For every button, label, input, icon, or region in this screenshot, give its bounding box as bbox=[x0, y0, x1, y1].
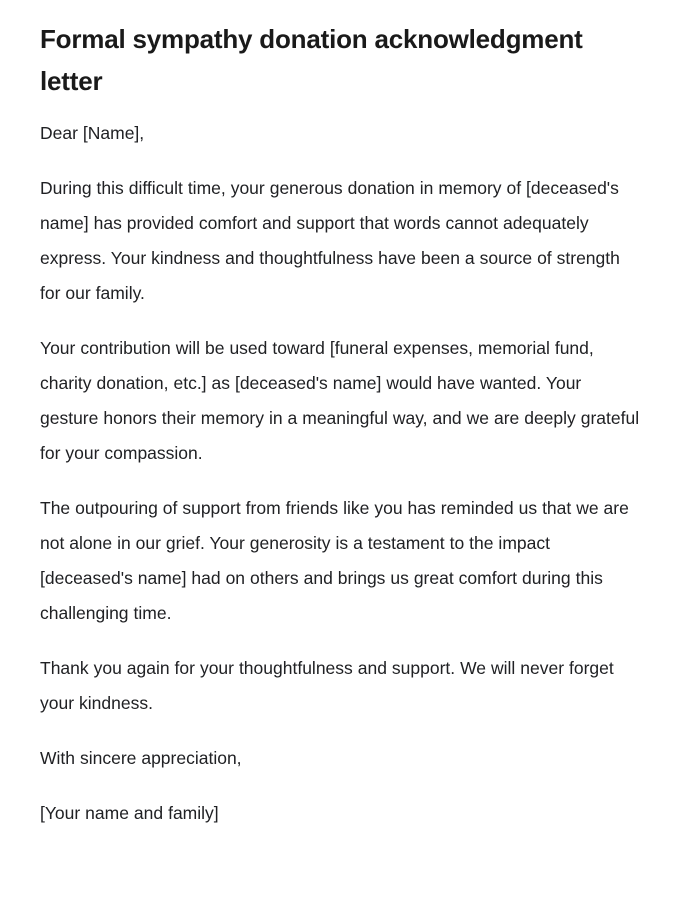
contribution-use-paragraph: Your contribution will be used toward [funeral expenses, memorial fund, charity donation, etc.] as [deceased's name] would have wanted. Your gesture honors their memory in a meaningful way, and we are deeply grateful for your compassion. bbox=[40, 338, 640, 463]
signature-paragraph: [Your name and family] bbox=[40, 803, 219, 823]
page-title: Formal sympathy donation acknowledgment letter bbox=[40, 24, 583, 96]
salutation-paragraph: Dear [Name], bbox=[40, 123, 145, 143]
opening-gratitude-paragraph: During this difficult time, your generous donation in memory of [deceased's name] has provided comfort and support that words cannot adequately express. Your kindness and thoughtfulness have been a source of strength for our family. bbox=[40, 178, 620, 303]
community-support-paragraph: The outpouring of support from friends like you has reminded us that we are not alone in our grief. Your generosity is a testament to the impact [deceased's name] had on others and brings us great comfort during this challenging time. bbox=[40, 498, 629, 623]
valediction-paragraph: With sincere appreciation, bbox=[40, 748, 242, 768]
letter-body bbox=[40, 116, 640, 831]
closing-thanks-paragraph: Thank you again for your thoughtfulness and support. We will never forget your kindness. bbox=[40, 658, 614, 713]
